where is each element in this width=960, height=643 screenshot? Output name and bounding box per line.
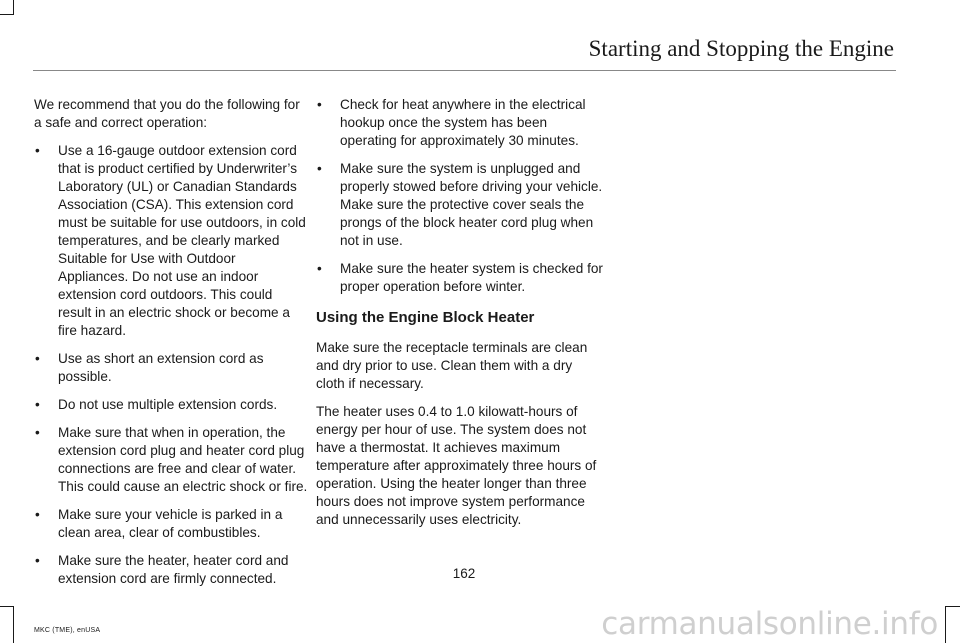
bullet-icon: • <box>35 425 40 440</box>
left-column <box>34 96 308 598</box>
right-column <box>316 96 603 539</box>
bullet-icon: • <box>317 261 322 276</box>
list-item-text: Do not use multiple extension cords. <box>58 397 278 412</box>
bullet-icon: • <box>35 553 40 568</box>
list-item <box>34 142 308 340</box>
checks-list <box>316 96 603 296</box>
bullet-icon: • <box>35 143 40 158</box>
list-item <box>34 396 308 414</box>
list-item-text: Make sure the system is unplugged and properly stowed before driving your vehicle. Make sure the protective cover seals the prongs of the block heater cord plug when not in use. <box>340 161 603 248</box>
crop-mark <box>945 606 946 643</box>
safety-list <box>34 142 308 588</box>
list-item-text: Use a 16-gauge outdoor extension cord that is product certified by Underwriter’s Laboratory (UL) or Canadian Standards Association (CSA). This extension cord must be suitable for use outdoors, in cold temperatures, and be clearly marked Suitable for Use with Outdoor Appliances. Do not use an indoor extension cord outdoors. This could result in an electric shock or become a fire hazard. <box>58 143 306 338</box>
list-item <box>316 260 603 296</box>
footer-code: MKC (TME), enUSA <box>34 627 101 634</box>
bullet-icon: • <box>35 351 40 366</box>
list-item-text: Use as short an extension cord as possible. <box>58 351 264 384</box>
watermark-logo: carmanualsonline.info <box>601 606 938 642</box>
page-title: Starting and Stopping the Engine <box>588 36 894 61</box>
crop-mark <box>0 14 14 15</box>
list-item-text: Make sure that when in operation, the extension cord plug and heater cord plug connections are free and clear of water. This could cause an electric shock or fire. <box>58 425 308 494</box>
body-paragraph: The heater uses 0.4 to 1.0 kilowatt-hours of energy per hour of use. The system does not have a thermostat. It achieves maximum temperature after approximately three hours of operation. Using the heater longer than three hours does not improve system performance and unnecessarily uses electricity. <box>316 404 597 527</box>
crop-mark <box>13 606 14 643</box>
list-item-text: Check for heat anywhere in the electrical hookup once the system has been operating for approximately 30 minutes. <box>340 97 586 148</box>
list-item-text: Make sure the heater, heater cord and extension cord are firmly connected. <box>58 553 289 586</box>
bullet-icon: • <box>35 507 40 522</box>
bullet-icon: • <box>35 397 40 412</box>
crop-mark <box>0 606 14 607</box>
section-heading: Using the Engine Block Heater <box>316 309 535 326</box>
crop-mark <box>13 0 14 14</box>
header-rule <box>33 70 896 71</box>
bullet-icon: • <box>317 97 322 112</box>
list-item-text: Make sure your vehicle is parked in a clean area, clear of combustibles. <box>58 507 283 540</box>
list-item <box>316 96 603 150</box>
list-item <box>34 350 308 386</box>
list-item <box>34 424 308 496</box>
bullet-icon: • <box>317 161 322 176</box>
list-item-text: Make sure the heater system is checked for proper operation before winter. <box>340 261 603 294</box>
intro-paragraph: We recommend that you do the following for a safe and correct operation: <box>34 97 300 130</box>
list-item <box>316 160 603 250</box>
crop-mark <box>945 606 960 607</box>
body-paragraph: Make sure the receptacle terminals are clean and dry prior to use. Clean them with a dry cloth if necessary. <box>316 340 588 391</box>
list-item <box>34 506 308 542</box>
page-number: 162 <box>452 566 476 581</box>
